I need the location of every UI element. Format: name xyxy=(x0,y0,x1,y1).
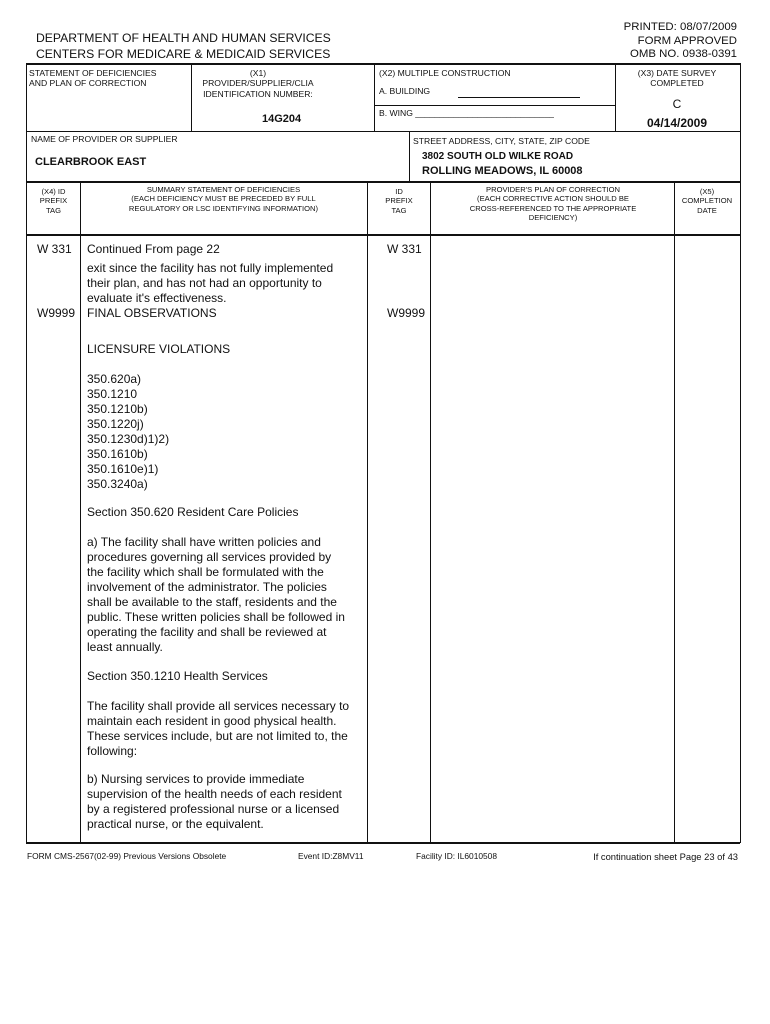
field-divider-x2 xyxy=(374,63,375,131)
omb-number: OMB NO. 0938-0391 xyxy=(630,48,737,60)
completion-date-header: (X5) COMPLETION DATE xyxy=(681,187,733,215)
summary-header: SUMMARY STATEMENT OF DEFICIENCIES (EACH DEFICIENCY MUST BE PRECEDED BY FULL REGULATORY OR LSC IDENTIFYING INFORMATION) xyxy=(128,185,319,213)
id-tag-w331: W 331 xyxy=(387,242,422,256)
table-header-bottom-border xyxy=(26,234,740,236)
address-label: STREET ADDRESS, CITY, STATE, ZIP CODE xyxy=(413,136,590,146)
survey-code: C xyxy=(672,97,682,111)
section-350-620-heading: Section 350.620 Resident Care Policies xyxy=(87,505,299,519)
licensure-violations-heading: LICENSURE VIOLATIONS xyxy=(87,342,231,356)
field-divider-x1 xyxy=(191,63,192,131)
form-id-footer: FORM CMS-2567(02-99) Previous Versions Obsolete xyxy=(27,851,227,861)
col-divider-2 xyxy=(367,181,368,843)
x3-label: (X3) DATE SURVEY COMPLETED xyxy=(637,68,717,89)
health-services-text: The facility shall provide all services necessary to maintain each resident in good physical health. These services include, but are not limited to, the following: xyxy=(87,699,350,758)
provider-id-number: 14G204 xyxy=(262,113,302,125)
section-350-1210-heading: Section 350.1210 Health Services xyxy=(87,669,268,683)
table-bottom-border xyxy=(26,842,740,844)
prefix-tag-w331: W 331 xyxy=(37,242,72,256)
plan-of-correction-header: PROVIDER'S PLAN OF CORRECTION (EACH CORRECTIVE ACTION SHOULD BE CROSS-REFERENCED TO THE APPROPRIATE DEFICIENCY) xyxy=(469,185,637,223)
facility-id-footer: Facility ID: IL6010508 xyxy=(416,851,498,861)
provider-name: CLEARBROOK EAST xyxy=(35,156,147,168)
printed-date: PRINTED: 08/07/2009 xyxy=(623,21,737,33)
resident-care-policies-text: a) The facility shall have written policies and procedures governing all services provided by the facility which shall be formulated with the involvement of the administrator. The policies shall be available to the staff, residents and the public. These written policies shall be followed in operating the facility and shall be reviewed at least annually. xyxy=(87,535,345,654)
form-approved-label: FORM APPROVED xyxy=(637,35,737,47)
x1-label: (X1) PROVIDER/SUPPLIER/CLIA IDENTIFICATION NUMBER: xyxy=(202,68,314,99)
prefix-tag-w9999: W9999 xyxy=(37,306,76,320)
x2-sub-divider xyxy=(374,105,615,106)
event-id-footer: Event ID:Z8MV11 xyxy=(298,851,364,861)
building-label: A. BUILDING xyxy=(379,86,431,96)
final-observations-heading: FINAL OBSERVATIONS xyxy=(87,306,217,320)
form-top-border xyxy=(26,63,740,65)
survey-completed-date: 04/14/2009 xyxy=(646,116,708,130)
field-divider-x3 xyxy=(615,63,616,131)
wing-label: B. WING _____________________________ xyxy=(379,108,554,118)
provider-name-label: NAME OF PROVIDER OR SUPPLIER xyxy=(31,134,178,144)
regulation-list: 350.620a) 350.1210 350.1210b) 350.1220j) 350.1230d)1)2) 350.1610b) 350.1610e)1) 350.3240a) xyxy=(87,372,170,491)
left-border xyxy=(26,63,27,843)
deficiency-text-continued: exit since the facility has not fully implemented their plan, and has not had an opportunity to evaluate it's effectiveness. xyxy=(87,261,334,305)
table-header-top-border xyxy=(26,181,740,183)
id-tag-w9999: W9999 xyxy=(387,306,426,320)
col-divider-1 xyxy=(80,181,81,843)
statement-label: STATEMENT OF DEFICIENCIES AND PLAN OF CORRECTION xyxy=(29,68,157,89)
form-row-divider xyxy=(26,131,740,132)
id-prefix-header: ID PREFIX TAG xyxy=(385,187,413,215)
col-divider-4 xyxy=(674,181,675,843)
nursing-services-text: b) Nursing services to provide immediate supervision of the health needs of each resident by a registered professional nurse or a licensed practical nurse, or the equivalent. xyxy=(87,772,342,831)
address-city-state-zip: ROLLING MEADOWS, IL 60008 xyxy=(422,165,583,177)
agency-name-line2: CENTERS FOR MEDICARE & MEDICAID SERVICES xyxy=(36,47,331,61)
field-divider-address xyxy=(409,131,410,181)
page-number-footer: If continuation sheet Page 23 of 43 xyxy=(593,851,738,862)
continued-from-page: Continued From page 22 xyxy=(87,242,220,256)
right-border xyxy=(740,63,741,843)
agency-name-line1: DEPARTMENT OF HEALTH AND HUMAN SERVICES xyxy=(36,31,331,45)
x4-header: (X4) ID PREFIX TAG xyxy=(39,187,68,215)
building-blank-line xyxy=(458,97,580,98)
address-street: 3802 SOUTH OLD WILKE ROAD xyxy=(422,151,574,162)
x2-label: (X2) MULTIPLE CONSTRUCTION xyxy=(379,68,511,78)
col-divider-3 xyxy=(430,181,431,843)
